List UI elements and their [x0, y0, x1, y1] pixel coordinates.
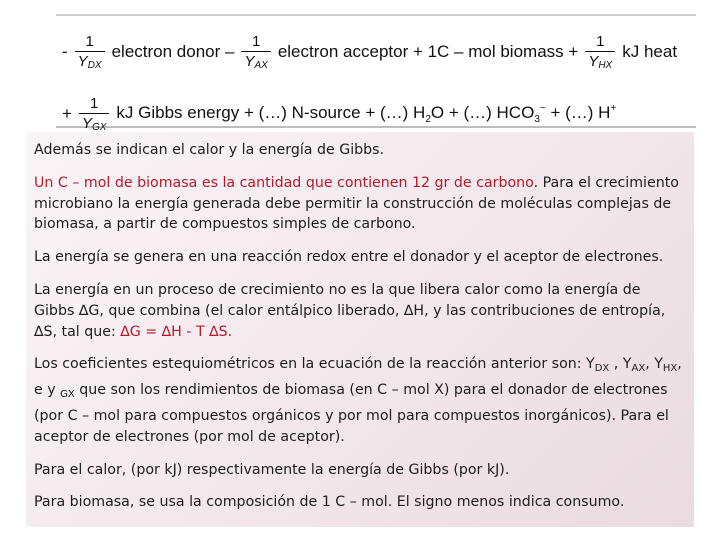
highlighted-definition: Un C – mol de biomasa es la cantidad que contienen 12 gr de carbono [34, 174, 534, 191]
equation-line-2 [62, 92, 618, 136]
equation-term: kJ heat [622, 42, 678, 61]
equation-term: electron donor – [111, 42, 235, 61]
paragraph-heat-gibbs: Además se indican el calor y la energía de Gibbs. [34, 142, 385, 158]
equation-sign: + [62, 104, 72, 123]
fraction-2-yax: $\frac{1}{Y_{AX}}$ [241, 34, 270, 71]
paragraph-redox: La energía se genera en una reacción redox entre el donador y el aceptor de electrones. [34, 249, 664, 266]
stoichiometric-equation-image [56, 14, 696, 133]
equation-term: kJ Gibbs energy + (…) N-source + (…) $H_2O$ + (…) $HCO_3^-$ + (…) H+ [116, 103, 617, 125]
content-panel [26, 132, 694, 527]
paragraph-coefficients: Los coeficientes estequiométricos en la ecuación de la reacción anterior son: $Y_{DX}$ , $Y_{AX}$, $Y_{HX}$, e y $_{GX}$ que son los rendimientos de biomasa (en C – mol X) para el donador de electrones (por C – mol para compuestos orgánicos y por mol para compuestos inorgánicos). Para el aceptor de electrones (por mol de aceptor). [34, 356, 682, 445]
fraction-ygx: $\frac{1}{Y_{GX}}$ [79, 96, 109, 133]
equation-line-1 [62, 30, 679, 74]
highlighted-gibbs-equation: ∆G = ∆H - T ∆S. [120, 323, 233, 340]
equation-sign: - [62, 42, 68, 61]
paragraph-gibbs-energy: La energía en un proceso de crecimiento no es la que libera calor como la energía de Gibbs ∆G, que combina (el calor entálpico liberado, ∆H, y las contribuciones de entropía, ∆S, tal que: ∆G = ∆H - T ∆S. [34, 281, 666, 340]
paragraph-cmol-definition: Un C – mol de biomasa es la cantidad que contienen 12 gr de carbono. Para el crecimiento microbiano la energía generada debe permitir la construcción de moléculas complejas de biomasa, a partir de compuestos simples de carbono. [34, 174, 679, 233]
paragraph-biomass-units: Para biomasa, se usa la composición de 1 C – mol. El signo menos indica consumo. [34, 494, 625, 511]
fraction-1-ydx: $\frac{1}{Y_{DX}}$ [75, 34, 105, 71]
paragraph-heat-units: Para el calor, (por kJ) respectivamente la energía de Gibbs (por kJ). [34, 461, 510, 478]
equation-term: electron acceptor + 1C – mol biomass + [277, 42, 579, 61]
fraction-3-yhx: $\frac{1}{Y_{HX}}$ [585, 34, 615, 71]
